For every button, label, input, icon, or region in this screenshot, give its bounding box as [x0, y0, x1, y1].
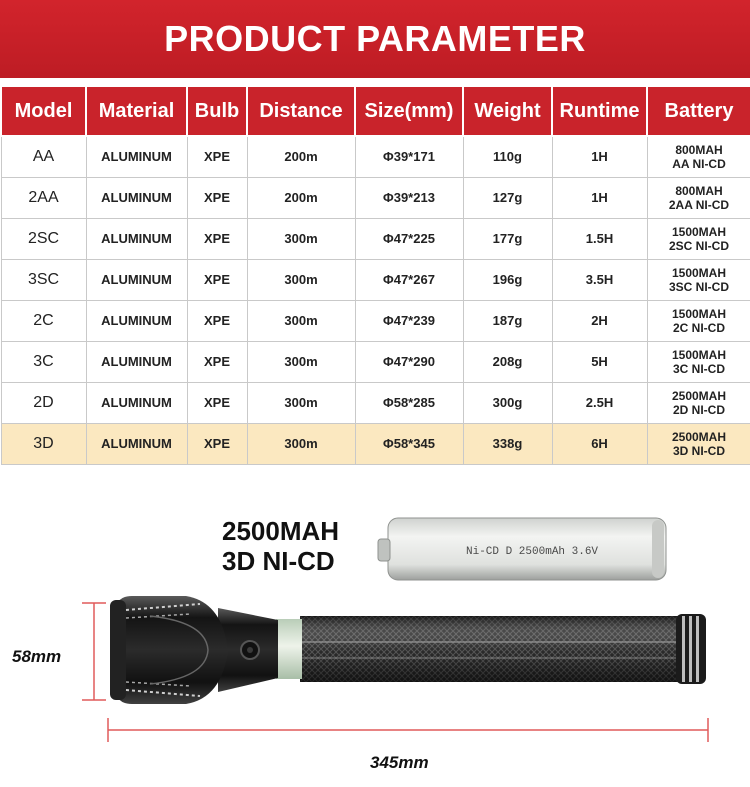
cell-battery	[647, 423, 750, 464]
cell-bulb: XPE	[187, 136, 247, 177]
battery-type: 2AA NI-CD	[668, 197, 730, 212]
cell-weight: 187g	[463, 300, 552, 341]
cell-material: ALUMINUM	[86, 341, 187, 382]
battery-type: 2C NI-CD	[672, 320, 725, 335]
cell-model: 2AA	[1, 177, 86, 218]
cell-bulb: XPE	[187, 259, 247, 300]
product-parameter-table	[0, 85, 750, 465]
cell-battery	[647, 177, 750, 218]
battery-capacity: 1500MAH	[671, 265, 727, 280]
cell-material: ALUMINUM	[86, 136, 187, 177]
battery-type: AA NI-CD	[672, 156, 726, 171]
battery-type: 2D NI-CD	[672, 402, 725, 417]
cell-model: 3D	[1, 423, 86, 464]
table-row	[1, 177, 750, 218]
cell-material: ALUMINUM	[86, 423, 187, 464]
cell-model: 2C	[1, 300, 86, 341]
cell-weight: 177g	[463, 218, 552, 259]
cell-bulb: XPE	[187, 423, 247, 464]
cell-weight: 127g	[463, 177, 552, 218]
cell-weight: 300g	[463, 382, 552, 423]
table-row	[1, 300, 750, 341]
table-row	[1, 218, 750, 259]
battery-caption-capacity: 2500MAH	[222, 516, 340, 546]
cell-bulb: XPE	[187, 341, 247, 382]
cell-bulb: XPE	[187, 218, 247, 259]
column-header-battery: Battery	[647, 86, 750, 136]
length-dimension	[108, 718, 708, 772]
cell-size: Φ47*239	[355, 300, 463, 341]
battery-type: 3D NI-CD	[672, 443, 725, 458]
cell-battery	[647, 382, 750, 423]
battery-caption-type: 3D NI-CD	[222, 546, 335, 576]
cell-size: Φ47*290	[355, 341, 463, 382]
cell-distance: 300m	[247, 382, 355, 423]
cell-distance: 200m	[247, 136, 355, 177]
cell-runtime: 1.5H	[552, 218, 647, 259]
battery-type: 3C NI-CD	[672, 361, 725, 376]
cell-model: 2SC	[1, 218, 86, 259]
table-row	[1, 382, 750, 423]
cell-material: ALUMINUM	[86, 300, 187, 341]
cell-battery	[647, 136, 750, 177]
cell-bulb: XPE	[187, 382, 247, 423]
column-header-bulb: Bulb	[187, 86, 247, 136]
column-header-weight: Weight	[463, 86, 552, 136]
cell-distance: 300m	[247, 218, 355, 259]
column-header-size: Size(mm)	[355, 86, 463, 136]
battery-capacity: 800MAH	[675, 142, 723, 157]
table-row	[1, 136, 750, 177]
cell-size: Φ47*225	[355, 218, 463, 259]
cell-weight: 196g	[463, 259, 552, 300]
cell-size: Φ39*171	[355, 136, 463, 177]
cell-runtime: 3.5H	[552, 259, 647, 300]
product-illustration	[0, 490, 750, 787]
table-row	[1, 259, 750, 300]
cell-material: ALUMINUM	[86, 177, 187, 218]
battery-capacity: 800MAH	[675, 183, 723, 198]
cell-weight: 110g	[463, 136, 552, 177]
cell-battery	[647, 341, 750, 382]
column-header-material: Material	[86, 86, 187, 136]
table-row-highlighted	[1, 423, 750, 464]
cell-model: 3C	[1, 341, 86, 382]
battery-type: 3SC NI-CD	[668, 279, 729, 294]
cell-runtime: 2H	[552, 300, 647, 341]
cell-bulb: XPE	[187, 177, 247, 218]
cell-runtime: 6H	[552, 423, 647, 464]
battery-cell-image	[378, 518, 666, 580]
length-label: 345mm	[370, 753, 429, 772]
battery-type: 2SC NI-CD	[668, 238, 729, 253]
cell-runtime: 2.5H	[552, 382, 647, 423]
cell-distance: 300m	[247, 423, 355, 464]
cell-size: Φ58*285	[355, 382, 463, 423]
column-header-model: Model	[1, 86, 86, 136]
cell-battery	[647, 300, 750, 341]
cell-weight: 338g	[463, 423, 552, 464]
cell-size: Φ39*213	[355, 177, 463, 218]
diameter-label: 58mm	[12, 647, 62, 666]
cell-model: 2D	[1, 382, 86, 423]
column-header-distance: Distance	[247, 86, 355, 136]
battery-capacity: 2500MAH	[671, 429, 727, 444]
cell-battery	[647, 259, 750, 300]
cell-material: ALUMINUM	[86, 218, 187, 259]
page-title: PRODUCT PARAMETER	[0, 0, 750, 78]
battery-capacity: 2500MAH	[671, 388, 727, 403]
cell-model: AA	[1, 136, 86, 177]
column-header-runtime: Runtime	[552, 86, 647, 136]
cell-material: ALUMINUM	[86, 259, 187, 300]
cell-size: Φ58*345	[355, 423, 463, 464]
table-header-row	[1, 86, 750, 136]
battery-capacity: 1500MAH	[671, 347, 727, 362]
flashlight-image	[110, 596, 706, 704]
cell-weight: 208g	[463, 341, 552, 382]
cell-distance: 300m	[247, 259, 355, 300]
cell-battery	[647, 218, 750, 259]
cell-distance: 300m	[247, 341, 355, 382]
battery-printed-label: Ni-CD D 2500mAh 3.6V	[466, 546, 599, 558]
cell-runtime: 1H	[552, 136, 647, 177]
cell-runtime: 5H	[552, 341, 647, 382]
cell-bulb: XPE	[187, 300, 247, 341]
cell-model: 3SC	[1, 259, 86, 300]
battery-capacity: 1500MAH	[671, 224, 727, 239]
cell-size: Φ47*267	[355, 259, 463, 300]
cell-runtime: 1H	[552, 177, 647, 218]
cell-material: ALUMINUM	[86, 382, 187, 423]
table-row	[1, 341, 750, 382]
cell-distance: 300m	[247, 300, 355, 341]
cell-distance: 200m	[247, 177, 355, 218]
battery-capacity: 1500MAH	[671, 306, 727, 321]
diameter-dimension	[12, 603, 106, 700]
